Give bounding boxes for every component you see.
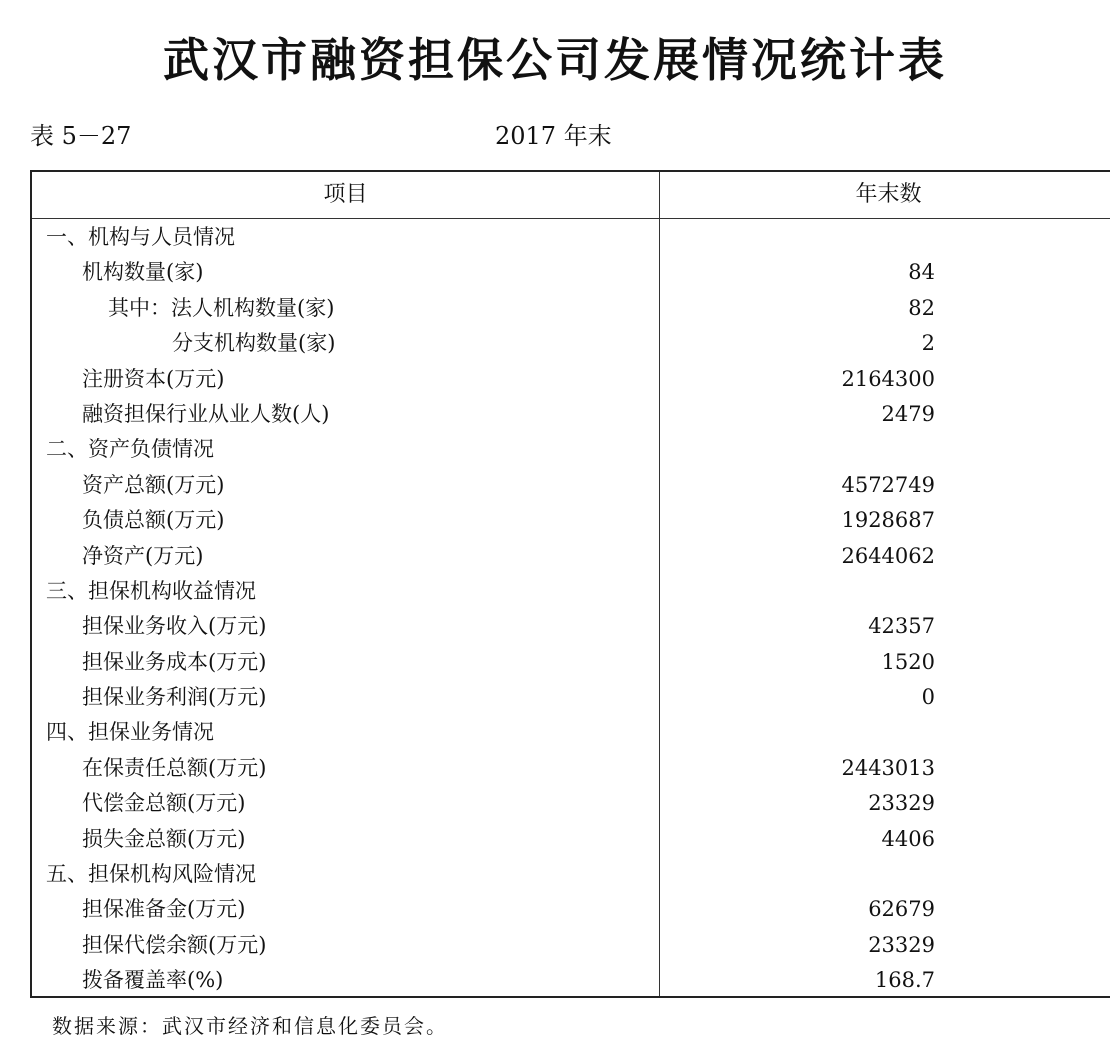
table-row bbox=[32, 645, 1110, 680]
table-row bbox=[32, 892, 1110, 927]
row-value: 1928687 bbox=[841, 508, 935, 533]
section-row bbox=[32, 432, 1110, 467]
row-value: 23329 bbox=[868, 932, 935, 957]
table-row bbox=[32, 468, 1110, 503]
table-row bbox=[32, 822, 1110, 857]
row-label: 担保代偿余额(万元) bbox=[82, 932, 267, 957]
table-row bbox=[32, 291, 1110, 326]
table-row bbox=[32, 503, 1110, 538]
table-row bbox=[32, 680, 1110, 715]
table-header-row bbox=[32, 172, 1110, 219]
row-label: 拨备覆盖率(%) bbox=[82, 968, 224, 993]
row-label: 在保责任总额(万元) bbox=[82, 755, 267, 780]
section-row bbox=[32, 574, 1110, 609]
row-value: 62679 bbox=[868, 897, 935, 922]
row-value: 82 bbox=[908, 295, 935, 320]
row-label: 担保准备金(万元) bbox=[82, 897, 246, 922]
row-label: 担保业务成本(万元) bbox=[82, 649, 267, 674]
row-label: 三、担保机构收益情况 bbox=[46, 578, 256, 603]
row-value: 42357 bbox=[868, 614, 935, 639]
row-value: 4572749 bbox=[841, 472, 935, 497]
table-row bbox=[32, 963, 1110, 998]
table-row bbox=[32, 751, 1110, 786]
row-label: 注册资本(万元) bbox=[82, 366, 225, 391]
table-row bbox=[32, 326, 1110, 361]
row-value: 2 bbox=[921, 331, 935, 356]
table-row bbox=[32, 539, 1110, 574]
statistics-table bbox=[30, 170, 1110, 998]
table-row bbox=[32, 786, 1110, 821]
row-label: 其中：法人机构数量(家) bbox=[108, 295, 335, 320]
table-row bbox=[32, 609, 1110, 644]
row-label: 损失金总额(万元) bbox=[82, 826, 246, 851]
row-label: 资产总额(万元) bbox=[82, 472, 225, 497]
row-value: 4406 bbox=[881, 826, 935, 851]
table-row bbox=[32, 362, 1110, 397]
row-label: 净资产(万元) bbox=[82, 543, 204, 568]
table-row bbox=[32, 928, 1110, 963]
section-row bbox=[32, 715, 1110, 750]
header-item: 项目 bbox=[323, 182, 368, 207]
row-label: 担保业务收入(万元) bbox=[82, 614, 267, 639]
row-label: 负债总额(万元) bbox=[82, 508, 225, 533]
page-title: 武汉市融资担保公司发展情况统计表 bbox=[163, 33, 947, 87]
row-label: 一、机构与人员情况 bbox=[46, 225, 235, 249]
table-period: 2017 年末 bbox=[495, 122, 612, 150]
table-row bbox=[32, 397, 1110, 432]
data-source-note: 数据来源：武汉市经济和信息化委员会。 bbox=[52, 1014, 448, 1038]
row-label: 担保业务利润(万元) bbox=[82, 685, 267, 710]
section-row bbox=[32, 220, 1110, 255]
row-value: 2443013 bbox=[841, 755, 935, 780]
table-body bbox=[32, 220, 1110, 999]
section-row bbox=[32, 857, 1110, 892]
row-value: 23329 bbox=[868, 791, 935, 816]
row-label: 分支机构数量(家) bbox=[172, 331, 336, 356]
row-label: 二、资产负债情况 bbox=[46, 437, 214, 462]
row-label: 融资担保行业从业人数(人) bbox=[82, 401, 330, 426]
header-year-end-value: 年末数 bbox=[855, 182, 922, 207]
row-value: 2644062 bbox=[841, 543, 935, 568]
row-label: 四、担保业务情况 bbox=[46, 720, 214, 745]
row-label: 代偿金总额(万元) bbox=[82, 791, 246, 816]
row-label: 五、担保机构风险情况 bbox=[46, 862, 256, 887]
row-value: 84 bbox=[908, 260, 935, 285]
row-value: 1520 bbox=[881, 649, 935, 674]
row-label: 机构数量(家) bbox=[82, 260, 204, 285]
row-value: 2479 bbox=[881, 401, 935, 426]
table-row bbox=[32, 255, 1110, 290]
row-value: 2164300 bbox=[841, 366, 935, 391]
row-value: 0 bbox=[921, 685, 935, 710]
row-value: 168.7 bbox=[874, 968, 935, 993]
table-number: 表 5－27 bbox=[30, 122, 132, 150]
